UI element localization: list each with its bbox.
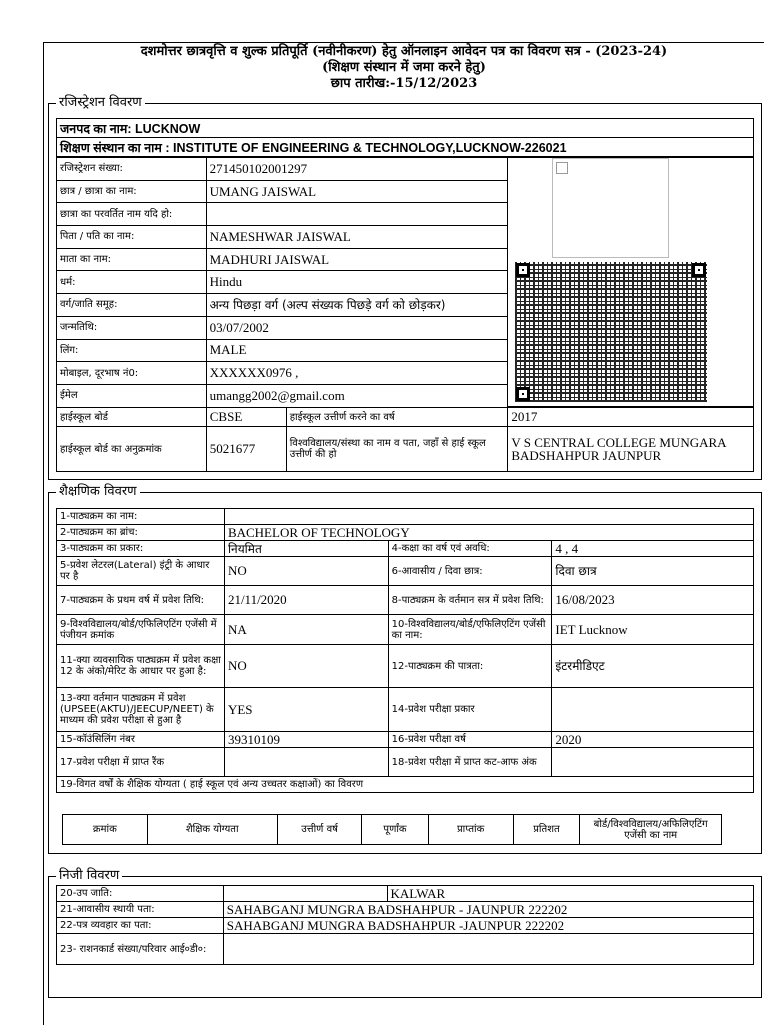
current-session-admission-label: 8-पाठ्यक्रम के वर्तमान सत्र में प्रवेश तिथि:	[388, 586, 552, 615]
course-branch-label: 2-पाठ्यक्रम का ब्रांच:	[57, 525, 225, 541]
institute-row: शिक्षण संस्थान का नाम : INSTITUTE OF ENGINEERING & TECHNOLOGY,LUCKNOW-226021	[57, 138, 754, 157]
registration-row-label: मोबाइल, दूरभाष नं0:	[57, 362, 207, 385]
eligibility-value: इंटरमीडिएट	[552, 645, 754, 688]
permanent-address-value: SAHABGANJ MUNGRA BADSHAHPUR - JAUNPUR 222202	[223, 902, 753, 918]
registration-row-value: MADHURI JAISWAL	[206, 248, 507, 271]
broken-image-icon	[556, 162, 568, 174]
university-registration-label: 9-विश्वविद्यालय/बोर्ड/एफिलिएटिंग एजेंसी में पंजीयन क्रमांक	[57, 615, 225, 645]
class-year-label: 4-कक्षा का वर्ष एवं अवधि:	[388, 541, 552, 557]
registration-row-label: ईमेल	[57, 384, 207, 407]
qualification-header-cell: बोर्ड/विश्वविद्यालय/अफिलिएटिंग एजेंसी का नाम	[580, 815, 722, 845]
lateral-entry-value: NO	[224, 557, 388, 586]
registration-row-value: umangg2002@gmail.com	[206, 384, 507, 407]
registration-row-value: Hindu	[206, 271, 507, 294]
subcaste-value: KALWAR	[387, 886, 754, 902]
registration-row-label: लिंग:	[57, 339, 207, 362]
qualification-header-cell: उत्तीर्ण वर्ष	[277, 815, 361, 845]
registration-row	[57, 180, 508, 203]
course-type-value: नियमित	[224, 541, 388, 557]
registration-row	[57, 203, 508, 226]
subcaste-spacer	[223, 886, 387, 902]
registration-row-value: UMANG JAISWAL	[206, 180, 507, 203]
exam-year-label: 16-प्रवेश परीक्षा वर्ष	[388, 732, 552, 748]
registration-row-label: छात्र / छात्रा का नाम:	[57, 180, 207, 203]
exam-year-value: 2020	[552, 732, 754, 748]
registration-row	[57, 271, 508, 294]
registration-row	[57, 362, 508, 385]
registration-row-label: छात्रा का परवर्तित नाम यदि हो:	[57, 203, 207, 226]
cutoff-marks-label: 18-प्रवेश परीक्षा में प्राप्त कट-आफ अंक	[388, 748, 552, 777]
permanent-address-label: 21-आवासीय स्थायी पता:	[57, 902, 224, 918]
qualification-history-label: 19-विगत वर्षों के शैक्षिक योग्यता ( हाई स्कूल एवं अन्य उच्चतर कक्षाओं) का विवरण	[57, 777, 754, 793]
registration-row-value: 271450102001297	[206, 158, 507, 181]
qr-code	[515, 262, 707, 402]
qualification-table	[62, 814, 722, 845]
ration-card-value	[223, 934, 753, 965]
registration-row-value: XXXXXX0976 ,	[206, 362, 507, 385]
form-title: दशमोत्तर छात्रवृत्ति व शुल्क प्रतिपूर्ति (नवीनीकरण) हेतु ऑनलाइन आवेदन पत्र का विवरण सत्र - (2023-24)	[140, 44, 668, 59]
cutoff-marks-value	[552, 748, 754, 777]
hs-roll-label: हाईस्कूल बोर्ड का अनुक्रमांक	[57, 427, 207, 472]
hs-board-label: हाईस्कूल बोर्ड	[57, 408, 207, 427]
merit-admission-label: 11-क्या व्यवसायिक पाठ्यक्रम में प्रवेश कक्षा 12 के अंको/मेरिट के आधार पर हुआ है:	[57, 645, 225, 688]
registration-row-value: अन्य पिछड़ा वर्ग (अल्प संख्यक पिछड़े वर्ग को छोड़कर)	[206, 294, 507, 317]
registration-row	[57, 294, 508, 317]
university-name-label: 10-विश्वविद्यालय/बोर्ड/एफिलिएटिंग एजेंसी का नाम:	[388, 615, 552, 645]
lateral-entry-label: 5-प्रवेश लेटरल(Lateral) इंट्री के आधार पर है	[57, 557, 225, 586]
hs-roll-value: 5021677	[206, 427, 286, 472]
academic-legend: शैक्षणिक विवरण	[56, 485, 140, 499]
counselling-number-label: 15-कॉउंसिलिंग नंबर	[57, 732, 225, 748]
registration-row-label: माता का नाम:	[57, 248, 207, 271]
registration-details-table	[56, 157, 508, 408]
current-session-admission-value: 16/08/2023	[552, 586, 754, 615]
course-name-label: 1-पाठ्यक्रम का नाम:	[57, 509, 225, 525]
print-date: छाप तारीख:-15/12/2023	[330, 76, 478, 91]
form-subtitle: (शिक्षण संस्थान में जमा करने हेतु)	[322, 60, 486, 75]
hs-board-value: CBSE	[206, 408, 286, 427]
registration-row-value	[206, 203, 507, 226]
qr-finder-tr	[692, 263, 706, 277]
counselling-number-value: 39310109	[224, 732, 388, 748]
exam-type-label: 14-प्रवेश परीक्षा प्रकार	[388, 688, 552, 732]
registration-row	[57, 248, 508, 271]
class-year-value: 4 , 4	[552, 541, 754, 557]
university-registration-value: NA	[224, 615, 388, 645]
merit-admission-value: NO	[224, 645, 388, 688]
course-branch-value: BACHELOR OF TECHNOLOGY	[224, 525, 753, 541]
residential-value: दिवा छात्र	[552, 557, 754, 586]
registration-row	[57, 339, 508, 362]
registration-row-value: MALE	[206, 339, 507, 362]
district-row: जनपद का नाम: LUCKNOW	[57, 119, 754, 138]
correspondence-address-value: SAHABGANJ MUNGRA BADSHAHPUR -JAUNPUR 222202	[223, 918, 753, 934]
registration-row	[57, 158, 508, 181]
exam-rank-value	[224, 748, 388, 777]
qualification-header-cell: क्रमांक	[63, 815, 148, 845]
course-type-label: 3-पाठ्यक्रम का प्रकार:	[57, 541, 225, 557]
qualification-header-cell: पूर्णांक	[362, 815, 428, 845]
residential-label: 6-आवासीय / दिवा छात्र:	[388, 557, 552, 586]
registration-top-table	[56, 118, 754, 157]
entrance-exam-admission-label: 13-क्या वर्तमान पाठ्यक्रम में प्रवेश (UPSEE(AKTU)/JEECUP/NEET) के माध्यम की प्रवेश परीक्षा से हुआ है	[57, 688, 225, 732]
exam-type-value	[552, 688, 754, 732]
entrance-exam-admission-value: YES	[224, 688, 388, 732]
registration-row-label: जन्मतिथि:	[57, 316, 207, 339]
qr-finder-tl	[516, 263, 530, 277]
highschool-table	[56, 407, 754, 472]
student-photo	[552, 158, 669, 258]
registration-row-label: वर्ग/जाति समूह:	[57, 294, 207, 317]
registration-row-label: रजिस्ट्रेशन संख्या:	[57, 158, 207, 181]
qualification-header-cell: प्राप्तांक	[428, 815, 513, 845]
registration-row	[57, 316, 508, 339]
hs-school-label: विश्वविद्यालय/संस्था का नाम व पता, जहाँ से हाई स्कूल उत्तीर्ण की हो	[286, 427, 508, 472]
registration-row	[57, 226, 508, 249]
personal-table	[56, 885, 754, 965]
hs-year-label: हाईस्कूल उत्तीर्ण करने का वर्ष	[286, 408, 508, 427]
registration-legend: रजिस्ट्रेशन विवरण	[56, 96, 145, 110]
exam-rank-label: 17-प्रवेश परीक्षा में प्राप्त रैंक	[57, 748, 225, 777]
academic-table	[56, 508, 754, 793]
qr-finder-bl	[516, 387, 530, 401]
hs-year-value: 2017	[508, 408, 754, 427]
hs-school-value: V S CENTRAL COLLEGE MUNGARA BADSHAHPUR JAUNPUR	[508, 427, 754, 472]
subcaste-label: 20-उप जाति:	[57, 886, 224, 902]
first-year-admission-label: 7-पाठ्यक्रम के प्रथम वर्ष में प्रवेश तिथि:	[57, 586, 225, 615]
eligibility-label: 12-पाठ्यक्रम की पात्रता:	[388, 645, 552, 688]
registration-row-value: NAMESHWAR JAISWAL	[206, 226, 507, 249]
first-year-admission-value: 21/11/2020	[224, 586, 388, 615]
registration-row-label: धर्म:	[57, 271, 207, 294]
registration-row-label: पिता / पति का नाम:	[57, 226, 207, 249]
qualification-header-cell: शैक्षिक योग्यता	[147, 815, 277, 845]
registration-row	[57, 384, 508, 407]
correspondence-address-label: 22-पत्र व्यवहार का पता:	[57, 918, 224, 934]
ration-card-label: 23- राशनकार्ड संख्या/परिवार आई०डी०:	[57, 934, 224, 965]
course-name-value	[224, 509, 753, 525]
registration-row-value: 03/07/2002	[206, 316, 507, 339]
university-name-value: IET Lucknow	[552, 615, 754, 645]
personal-legend: निजी विवरण	[56, 869, 122, 883]
qualification-header-cell: प्रतिशत	[513, 815, 580, 845]
